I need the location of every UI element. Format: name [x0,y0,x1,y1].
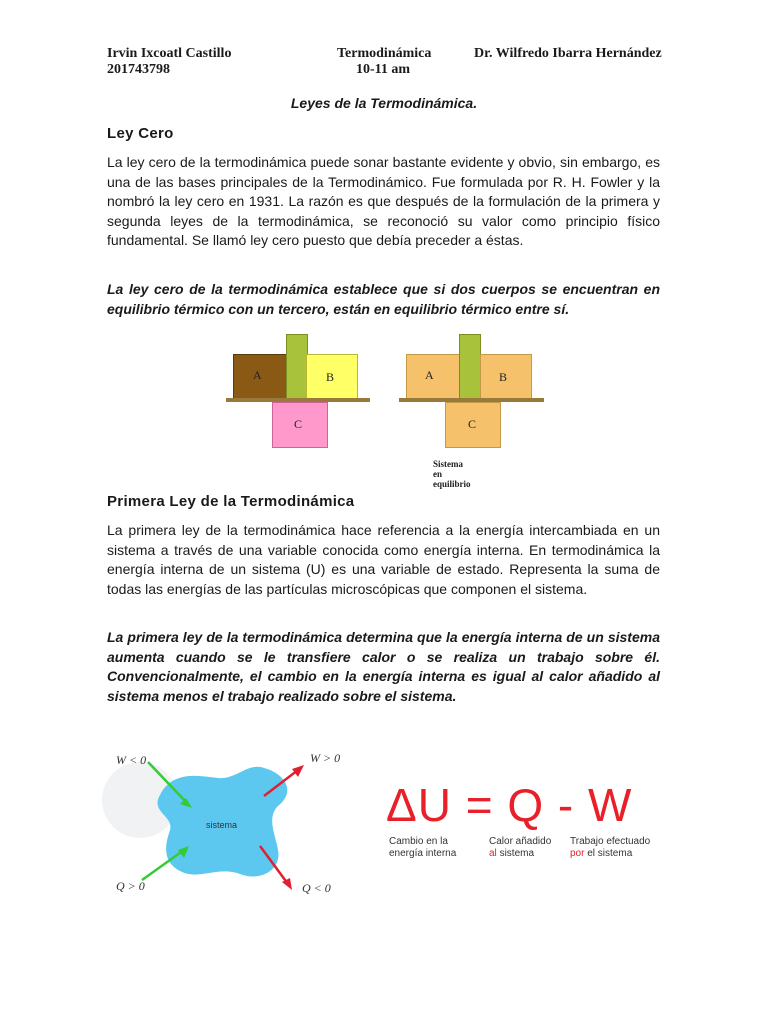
section-statement-primera-ley: La primera ley de la termodinámica determina que la energía interna de un sistema aumenta cuando se le transfiere calor o se realiza un trabajo sobre él. Convencionalmente, el cambio en la energía interna es igual al calor añadido al sistema menos el trabajo realizado sobre el sistema. [107,629,660,704]
label-c-left: C [294,417,303,431]
arrow-w-out-head [292,765,304,777]
label-a-right: A [425,368,434,382]
block-green-right [459,334,481,400]
equation-delta-u: ΔU = Q - W [386,779,633,831]
figure-caption: Sistema en equilibrio [433,459,471,489]
legend-w-suffix: el sistema [587,848,633,859]
label-c-right: C [468,417,477,431]
section-heading-primera-ley: Primera Ley de la Termodinámica [107,493,355,510]
label-b-right: B [499,370,508,384]
section-statement-ley-cero: La ley cero de la termodinámica establece que si dos cuerpos se encuentran en equilibrio térmico con un tercero, están en equilibrio térmico entre sí. [107,281,660,317]
course-name: Termodinámica [337,46,432,61]
document-title: Leyes de la Termodinámica. [290,95,478,111]
section-paragraph-ley-cero: La ley cero de la termodinámica puede sonar bastante evidente y obvio, sin embargo, es una de las bases principales de la Termodinámico. Fue formulada por R. H. Fowler y la nombró la ley cero en 1931. La razón es que después de la formulación de la primera y segunda leyes de la termodinámica, se reconoció su valor como principio físico fundamental. Se llamó ley cero puesto que debía preceder a éstas. [107,154,660,248]
student-id: 201743798 [107,62,170,77]
legend-w-prefix: Trabajo efectuado [570,836,651,847]
legend-w-red: por [570,848,585,859]
legend-delta-u [389,836,461,860]
section-heading-ley-cero: Ley Cero [107,125,174,142]
label-q-out: Q < 0 [302,881,331,895]
legend-q-prefix: Calor añadido [489,836,552,847]
label-a-left: A [253,368,262,382]
figure-energy-system [100,740,370,905]
section-paragraph-primera-ley: La primera ley de la termodinámica hace referencia a la energía intercambiada en un sistema a través de una variable conocida como energía interna. En termodinámica la energía interna de un sistema (U) es una variable de estado. Representa la suma de todas las energías de las partículas microscópicas que componen el sistema. [107,522,660,597]
label-b-left: B [326,370,335,384]
label-w-out: W > 0 [310,751,341,765]
label-w-in: W < 0 [116,753,147,767]
system-label: sistema [206,820,238,830]
legend-du-text: Cambio en la energía interna [389,836,457,859]
legend-q-suffix: sistema [499,848,535,859]
class-schedule: 10-11 am [356,62,411,77]
legend-w [570,836,665,860]
label-q-in: Q > 0 [116,879,145,893]
author-name: Irvin Ixcoatl Castillo [107,46,232,61]
teacher-name: Dr. Wilfredo Ibarra Hernández [474,46,662,61]
block-green-left [286,334,308,400]
legend-q [489,836,569,860]
legend-q-red: al [489,848,497,859]
